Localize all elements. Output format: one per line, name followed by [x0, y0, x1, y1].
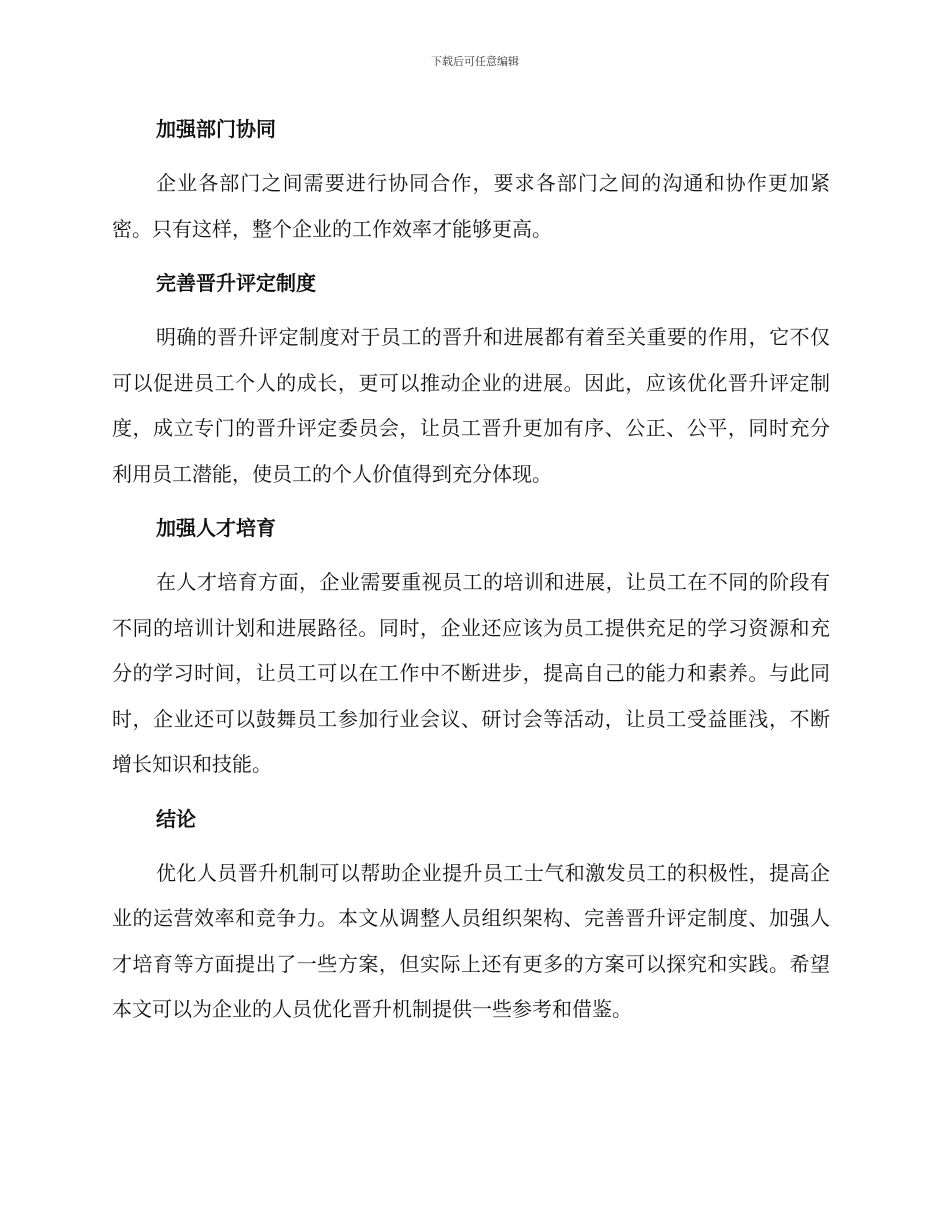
section-heading-department-collaboration: 加强部门协同	[156, 117, 276, 141]
section-paragraph-department-collaboration: 企业各部门之间需要进行协同合作，要求各部门之间的沟通和协作更加紧密。只有这样，整个企业的工作效率才能够更高。	[112, 171, 830, 241]
document-body	[112, 108, 830, 1033]
section-paragraph-talent-cultivation: 在人才培育方面，企业需要重视员工的培训和进展，让员工在不同的阶段有不同的培训计划和进展路径。同时，企业还应该为员工提供充足的学习资源和充分的学习时间，让员工可以在工作中不断进步，提高自己的能力和素养。与此同时，企业还可以鼓舞员工参加行业会议、研讨会等活动，让员工受益匪浅，不断增长知识和技能。	[112, 570, 830, 776]
section-heading-talent-cultivation: 加强人才培育	[156, 516, 276, 540]
section-heading-conclusion: 结论	[156, 806, 196, 831]
page-header-note: 下载后可任意编辑	[431, 55, 519, 68]
section-heading-promotion-evaluation: 完善晋升评定制度	[156, 271, 316, 295]
section-paragraph-conclusion: 优化人员晋升机制可以帮助企业提升员工士气和激发员工的积极性，提高企业的运营效率和竞争力。本文从调整人员组织架构、完善晋升评定制度、加强人才培育等方面提出了一些方案，但实际上还有更多的方案可以探究和实践。希望本文可以为企业的人员优化晋升机制提供一些参考和借鉴。	[112, 860, 830, 1021]
section-paragraph-promotion-evaluation: 明确的晋升评定制度对于员工的晋升和进展都有着至关重要的作用，它不仅可以促进员工个人的成长，更可以推动企业的进展。因此，应该优化晋升评定制度，成立专门的晋升评定委员会，让员工晋升更加有序、公正、公平，同时充分利用员工潜能，使员工的个人价值得到充分体现。	[112, 325, 830, 486]
